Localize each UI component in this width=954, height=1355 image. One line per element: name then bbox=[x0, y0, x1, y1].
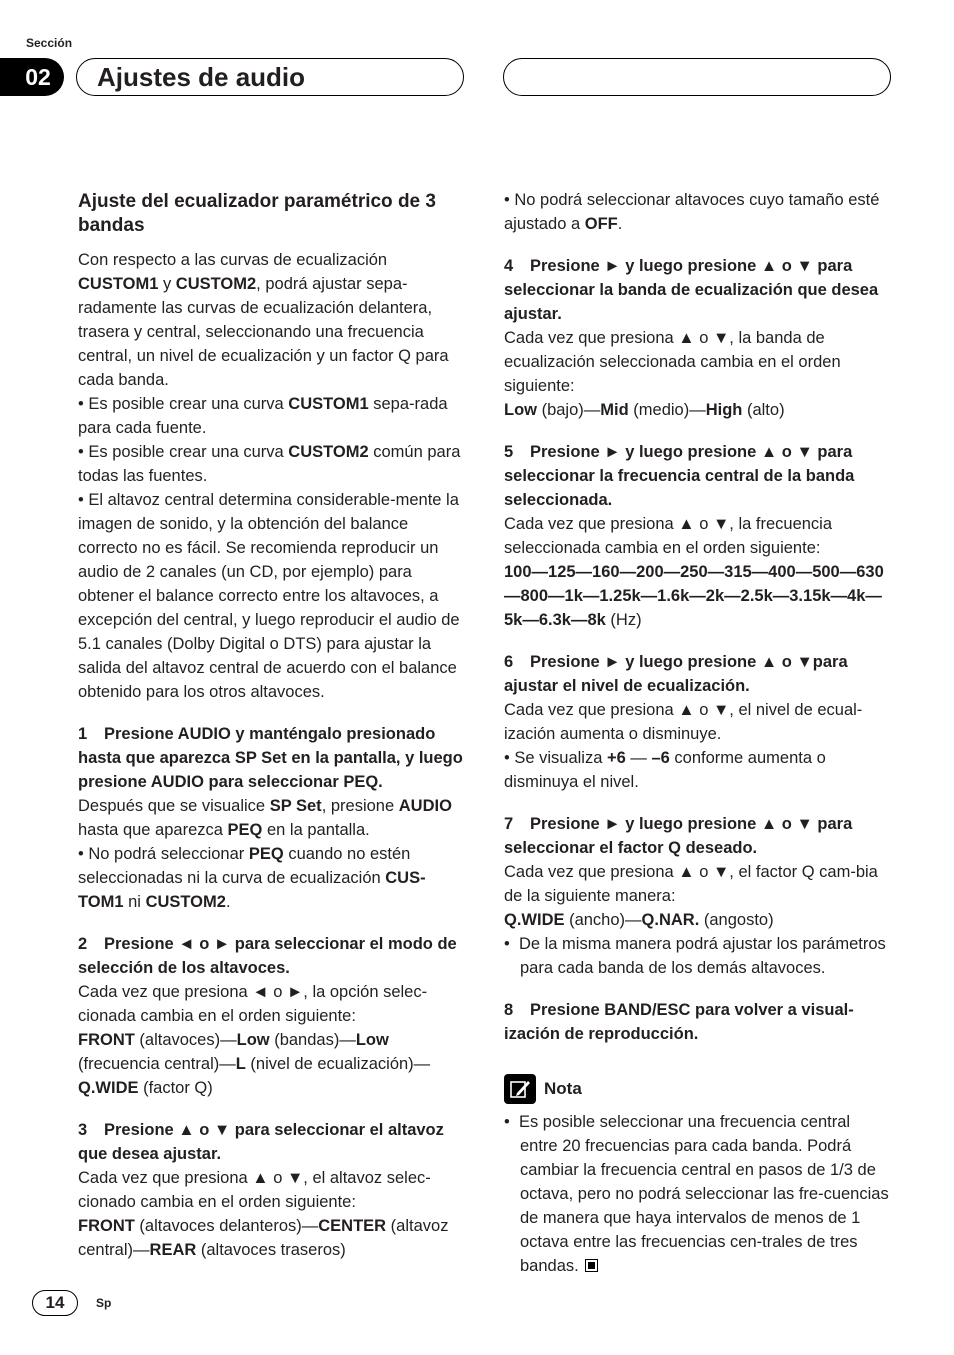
page-number: 14 bbox=[32, 1290, 78, 1316]
step-1-title: 1 Presione AUDIO y manténgalo presionado hasta que aparezca SP Set en la pantalla, y luego presione AUDIO para seleccionar PEQ. bbox=[78, 725, 463, 791]
step-5-body: Cada vez que presiona ▲ o ▼, la frecuencia seleccionada cambia en el orden siguiente: bbox=[504, 515, 833, 557]
step-4-sequence: Low (bajo)—Mid (medio)—High (alto) bbox=[504, 401, 785, 419]
pencil-note-icon bbox=[504, 1074, 536, 1104]
section-number-badge: 02 bbox=[0, 58, 64, 96]
step-3-body: Cada vez que presiona ▲ o ▼, el altavoz selec-cionado cambia en el orden siguiente: bbox=[78, 1169, 431, 1211]
bullet-custom1: • Es posible crear una curva CUSTOM1 sepa-rada para cada fuente. bbox=[78, 395, 448, 437]
step-7-body: Cada vez que presiona ▲ o ▼, el factor Q cam-bia de la siguiente manera: bbox=[504, 863, 878, 905]
section-label: Sección bbox=[26, 36, 73, 50]
title-frame bbox=[76, 58, 464, 96]
step-6-title: 6 Presione ► y luego presione ▲ o ▼para ajustar el nivel de ecualización. bbox=[504, 653, 848, 695]
note-bullet: • Es posible seleccionar una frecuencia central entre 20 frecuencias para cada banda. Podrá cambiar la frecuencia central en pasos de 1/3 de octava, pero no podrá seleccionar las fre-cuencias de manera que haya intervalos de menos de 1 octava entre las frecuencias cen-trales de tres bandas. bbox=[504, 1113, 889, 1275]
step-1-bullet: • No podrá seleccionar PEQ cuando no estén seleccionadas ni la curva de ecualización CUS-TOM1 ni CUSTOM2. bbox=[78, 845, 426, 911]
step-2-body: Cada vez que presiona ◄ o ►, la opción selec-cionada cambia en el orden siguiente: bbox=[78, 983, 428, 1025]
left-column bbox=[78, 190, 466, 1262]
step-4-title: 4 Presione ► y luego presione ▲ o ▼ para seleccionar la banda de ecualización que desea ajustar. bbox=[504, 257, 879, 323]
step-3-title: 3 Presione ▲ o ▼ para seleccionar el altavoz que desea ajustar. bbox=[78, 1121, 444, 1163]
step-2-sequence: FRONT (altavoces)—Low (bandas)—Low (frecuencia central)—L (nivel de ecualización)—Q.WIDE (factor Q) bbox=[78, 1031, 431, 1097]
section-heading: Ajuste del ecualizador paramétrico de 3 bandas bbox=[78, 191, 436, 236]
bullet-custom2: • Es posible crear una curva CUSTOM2 común para todas las fuentes. bbox=[78, 443, 461, 485]
bullet-center-speaker: • El altavoz central determina considerable-mente la imagen de sonido, y la obtención del balance correcto no es fácil. Se recomienda reproducir un audio de 2 canales (un CD, por ejemplo) para obtener el balance correcto entre los altavoces, a excepción del central, y luego reproducir el audio de 5.1 canales (Dolby Digital o DTS) para ajustar la salida del altavoz central de acuerdo con el balance obtenido para los otros altavoces. bbox=[78, 491, 460, 701]
step-6-body: Cada vez que presiona ▲ o ▼, el nivel de ecual-ización aumenta o disminuye. bbox=[504, 701, 863, 743]
step-8-title: 8 Presione BAND/ESC para volver a visual-ización de reproducción. bbox=[504, 1001, 854, 1043]
step-4-body: Cada vez que presiona ▲ o ▼, la banda de ecualización seleccionada cambia en el orden siguiente: bbox=[504, 329, 841, 395]
intro-paragraph: Con respecto a las curvas de ecualización CUSTOM1 y CUSTOM2, podrá ajustar sepa-radamente las curvas de ecualización delantera, trasera y central, seleccionando una frecuencia central, un nivel de ecualización y un factor Q para cada banda. bbox=[78, 251, 449, 389]
step-5-title: 5 Presione ► y luego presione ▲ o ▼ para seleccionar la frecuencia central de la banda seleccionada. bbox=[504, 443, 855, 509]
step-7-bullet: • De la misma manera podrá ajustar los parámetros para cada banda de los demás altavoces. bbox=[504, 935, 886, 977]
page-title: Ajustes de audio bbox=[97, 62, 306, 92]
step-2-title: 2 Presione ◄ o ► para seleccionar el modo de selección de los altavoces. bbox=[78, 935, 457, 977]
right-column bbox=[504, 188, 892, 1278]
note-title: Nota bbox=[544, 1079, 582, 1098]
step-6-bullet: • Se visualiza +6 — –6 conforme aumenta o disminuya el nivel. bbox=[504, 749, 826, 791]
note-header bbox=[504, 1074, 892, 1104]
step-7-title: 7 Presione ► y luego presione ▲ o ▼ para seleccionar el factor Q deseado. bbox=[504, 815, 853, 857]
step-7-sequence: Q.WIDE (ancho)—Q.NAR. (angosto) bbox=[504, 911, 774, 929]
bullet-off-speakers: • No podrá seleccionar altavoces cuyo tamaño esté ajustado a OFF. bbox=[504, 191, 880, 233]
step-5-frequency-list: 100—125—160—200—250—315—400—500—630—800—1k—1.25k—1.6k—2k—2.5k—3.15k—4k—5k—6.3k—8k (Hz) bbox=[504, 563, 884, 629]
language-code: Sp bbox=[96, 1296, 112, 1310]
end-of-section-icon bbox=[585, 1259, 598, 1272]
step-1-body: Después que se visualice SP Set, presione AUDIO hasta que aparezca PEQ en la pantalla. bbox=[78, 797, 452, 839]
empty-title-frame bbox=[503, 58, 891, 96]
step-3-sequence: FRONT (altavoces delanteros)—CENTER (altavoz central)—REAR (altavoces traseros) bbox=[78, 1217, 449, 1259]
